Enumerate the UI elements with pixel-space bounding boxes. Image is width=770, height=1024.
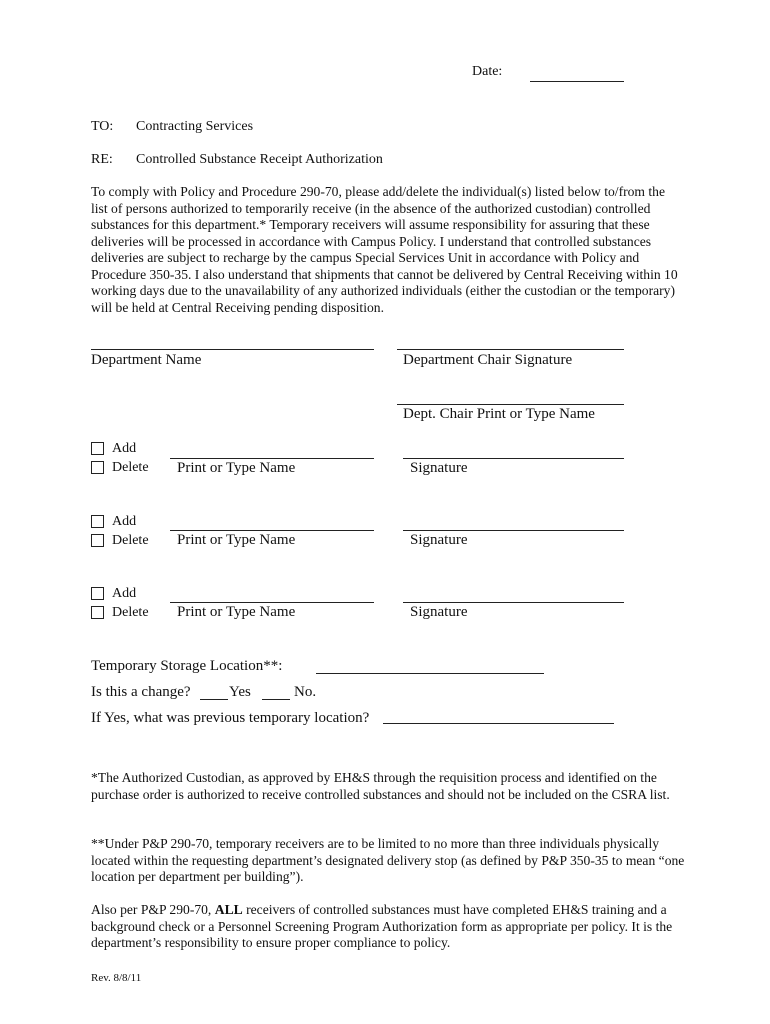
footnote-custodian: *The Authorized Custodian, as approved by EH&S through the requisition process and identified on the purchase order is authorized to receive controlled substances and should not be included on the CSRA list.	[91, 770, 670, 802]
change-yes-field[interactable]	[200, 699, 228, 700]
receiver-1-delete-label: Delete	[112, 460, 149, 475]
date-label: Date:	[472, 64, 503, 79]
date-field[interactable]	[530, 81, 624, 82]
change-question: Is this a change?	[91, 684, 191, 700]
receiver-3-signature-field[interactable]	[403, 602, 624, 603]
footnote-training	[91, 902, 687, 952]
chair-signature-field[interactable]	[397, 349, 624, 350]
receiver-1-delete-checkbox[interactable]	[91, 461, 104, 474]
intro-paragraph: To comply with Policy and Procedure 290-70, please add/delete the individual(s) listed below to/from the list of persons authorized to temporarily receive (in the absence of the authorized custodian) controlled substances for this department.* Temporary receivers will assume responsibility for assuring that these deliveries will be processed in accordance with Campus Policy. I understand that controlled substances deliveries are subject to recharge by the campus Special Services Unit in accordance with Policy and Procedure 350-35. I also understand that shipments that cannot be delivered by Central Receiving within 10 working days due to the unavailability of any authorized individuals (either the custodian or the temporary) will be held at Central Receiving pending disposition.	[91, 184, 678, 315]
change-no-label: No.	[294, 684, 317, 700]
change-yes-label: Yes	[229, 684, 251, 700]
receiver-3-delete-label: Delete	[112, 605, 149, 620]
footnote-training-suffix: receivers of controlled substances must have completed EH&S training and a background check or a Personnel Screening Program Authorization form as appropriate per policy. It is the department’s responsibility to ensure proper compliance to policy.	[91, 902, 673, 950]
receiver-3-name-label: Print or Type Name	[177, 604, 296, 620]
receiver-3-add-label: Add	[112, 586, 137, 601]
footnote-training-prefix: Also per P&P 290-70,	[91, 902, 212, 917]
receiver-2-add-label: Add	[112, 514, 137, 529]
storage-location-field[interactable]	[316, 673, 544, 674]
department-name-label: Department Name	[91, 352, 202, 368]
receiver-1-signature-label: Signature	[410, 460, 468, 476]
receiver-2-signature-field[interactable]	[403, 530, 624, 531]
department-name-field[interactable]	[91, 349, 374, 350]
previous-location-question: If Yes, what was previous temporary location?	[91, 710, 370, 726]
re-value: Controlled Substance Receipt Authorization	[136, 152, 383, 167]
receiver-3-delete-checkbox[interactable]	[91, 606, 104, 619]
receiver-3-add-checkbox[interactable]	[91, 587, 104, 600]
receiver-2-add-checkbox[interactable]	[91, 515, 104, 528]
footnote-temporary-receivers: **Under P&P 290-70, temporary receivers are to be limited to no more than three individuals physically located within the requesting department’s designated delivery stop (as defined by P&P 350-35 to mean “one location per department per building”).	[91, 836, 685, 884]
receiver-2-signature-label: Signature	[410, 532, 468, 548]
receiver-1-add-label: Add	[112, 441, 137, 456]
receiver-2-name-label: Print or Type Name	[177, 532, 296, 548]
receiver-1-name-field[interactable]	[170, 458, 374, 459]
to-value: Contracting Services	[136, 119, 254, 134]
receiver-3-name-field[interactable]	[170, 602, 374, 603]
chair-print-name-label: Dept. Chair Print or Type Name	[403, 406, 595, 422]
receiver-1-name-label: Print or Type Name	[177, 460, 296, 476]
receiver-2-name-field[interactable]	[170, 530, 374, 531]
receiver-1-add-checkbox[interactable]	[91, 442, 104, 455]
receiver-2-delete-label: Delete	[112, 533, 149, 548]
footnote-training-all: ALL	[214, 902, 243, 917]
receiver-3-signature-label: Signature	[410, 604, 468, 620]
previous-location-field[interactable]	[383, 723, 614, 724]
chair-print-name-field[interactable]	[397, 404, 624, 405]
revision-label: Rev. 8/8/11	[91, 972, 142, 984]
storage-location-label: Temporary Storage Location**:	[91, 658, 283, 674]
receiver-1-signature-field[interactable]	[403, 458, 624, 459]
to-label: TO:	[91, 119, 114, 134]
change-no-field[interactable]	[262, 699, 290, 700]
receiver-2-delete-checkbox[interactable]	[91, 534, 104, 547]
re-label: RE:	[91, 152, 113, 167]
chair-signature-label: Department Chair Signature	[403, 352, 573, 368]
